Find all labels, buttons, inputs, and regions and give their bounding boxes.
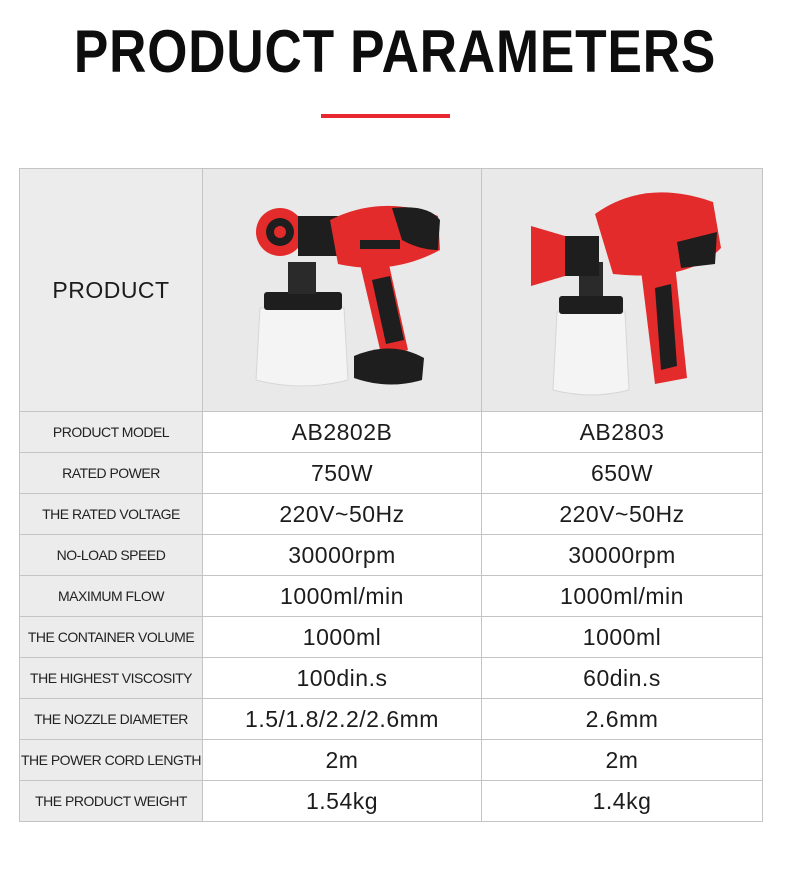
spec-row: [20, 699, 763, 740]
spray-gun-ab2802b-image: [203, 169, 482, 412]
spec-value-ab2803: 220V~50Hz: [482, 494, 763, 535]
spec-row: [20, 740, 763, 781]
spec-value-ab2802b: 100din.s: [203, 658, 482, 699]
spec-label: NO-LOAD SPEED: [20, 535, 203, 576]
spec-value-ab2803: 1000ml/min: [482, 576, 763, 617]
spec-table: [19, 168, 763, 822]
spec-value-ab2803: 2m: [482, 740, 763, 781]
spec-value-ab2803: 650W: [482, 453, 763, 494]
spec-value-ab2803: 1000ml: [482, 617, 763, 658]
page-title: PRODUCT PARAMETERS: [73, 18, 717, 85]
spray-gun-icon: [517, 178, 727, 403]
spec-label: MAXIMUM FLOW: [20, 576, 203, 617]
spec-label: THE CONTAINER VOLUME: [20, 617, 203, 658]
spec-label: RATED POWER: [20, 453, 203, 494]
spec-row: [20, 535, 763, 576]
spec-value-ab2802b: 750W: [203, 453, 482, 494]
spec-row: [20, 781, 763, 822]
spec-label: THE NOZZLE DIAMETER: [20, 699, 203, 740]
spec-value-ab2802b: 1.5/1.8/2.2/2.6mm: [203, 699, 482, 740]
spec-row: [20, 576, 763, 617]
spec-value-ab2802b: 220V~50Hz: [203, 494, 482, 535]
spec-label: THE PRODUCT WEIGHT: [20, 781, 203, 822]
spec-value-ab2802b: 1000ml/min: [203, 576, 482, 617]
spec-label: THE POWER CORD LENGTH: [20, 740, 203, 781]
spec-row: [20, 658, 763, 699]
decorative-fine-print: [200, 128, 590, 140]
spec-row: [20, 494, 763, 535]
spec-value-ab2802b: 30000rpm: [203, 535, 482, 576]
spec-label: PRODUCT MODEL: [20, 412, 203, 453]
spec-value-ab2803: 60din.s: [482, 658, 763, 699]
spec-row: [20, 617, 763, 658]
spec-label: THE HIGHEST VISCOSITY: [20, 658, 203, 699]
product-row: [20, 169, 763, 412]
spec-label: THE RATED VOLTAGE: [20, 494, 203, 535]
product-header-label: PRODUCT: [20, 169, 203, 412]
spray-gun-ab2803-image: [482, 169, 763, 412]
spec-row: [20, 453, 763, 494]
spec-value-ab2802b: 1000ml: [203, 617, 482, 658]
spec-value-ab2803: 1.4kg: [482, 781, 763, 822]
title-underline: [321, 114, 450, 118]
spec-value-ab2802b: 2m: [203, 740, 482, 781]
spec-value-ab2802b: AB2802B: [203, 412, 482, 453]
spec-value-ab2803: 2.6mm: [482, 699, 763, 740]
spec-value-ab2803: 30000rpm: [482, 535, 763, 576]
spec-row: [20, 412, 763, 453]
spec-value-ab2802b: 1.54kg: [203, 781, 482, 822]
spray-gun-icon: [242, 180, 442, 400]
spec-value-ab2803: AB2803: [482, 412, 763, 453]
